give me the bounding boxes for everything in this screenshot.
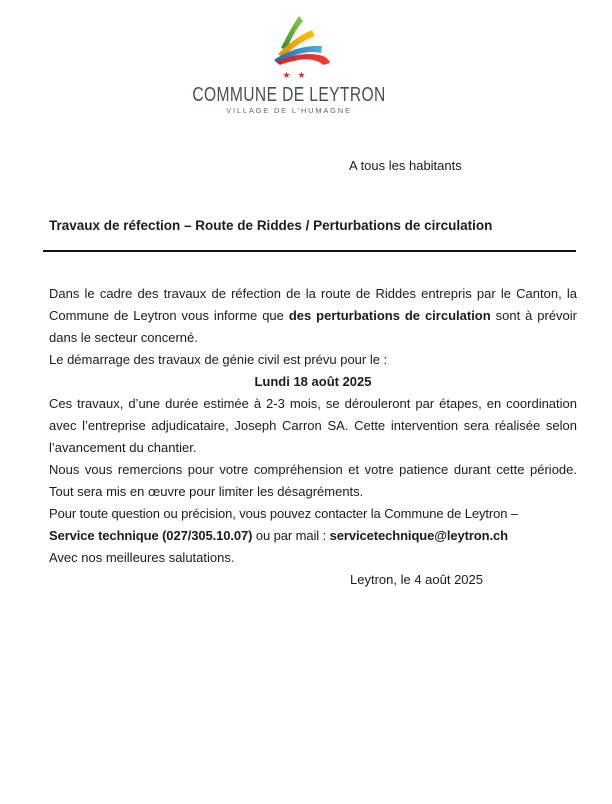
intro-text-bold: des perturbations de circulation (288, 308, 491, 323)
logo-stars-icon: ★ ★ (282, 71, 308, 81)
contact-email: servicetechnique@leytron.ch (329, 528, 508, 543)
closing-line: Avec nos meilleures salutations. (49, 550, 235, 565)
contact-middle: ou par mail : (252, 528, 330, 543)
addressee-line: A tous les habitants (349, 158, 462, 173)
letter-body (49, 283, 577, 591)
intro-text-after: sont à prévoir dans le secteur concerné. (49, 308, 577, 345)
subject-divider (43, 250, 576, 252)
paragraph-intro (49, 283, 577, 349)
start-date-line: Lundi 18 août 2025 (254, 374, 372, 389)
subject-heading: Travaux de réfection – Route de Riddes / Perturbations de circulation (49, 218, 493, 233)
contact-line1: Pour toute question ou précision, vous pouvez contacter la Commune de Leytron – (49, 506, 519, 521)
organization-name: COMMUNE DE LEYTRON (192, 84, 386, 106)
commune-logo (0, 13, 578, 115)
place-date-line: Leytron, le 4 août 2025 (350, 572, 483, 587)
logo-ribbons-icon (12, 13, 590, 70)
paragraph-contact (49, 503, 577, 547)
paragraph-thanks: Nous vous remercions pour votre compréhension et votre patience durant cette période. Tout sera mis en œuvre pour limiter les désagréments. (49, 462, 577, 499)
paragraph-works-details: Ces travaux, d’une durée estimée à 2-3 mois, se dérouleront par étapes, en coordination avec l’entreprise adjudicataire, Joseph Carron SA. Cette intervention sera réalisée selon l’avancement du chantier. (49, 396, 577, 455)
contact-phone: Service technique (027/305.10.07) (49, 528, 253, 543)
intro-text-before: Dans le cadre des travaux de réfection de la route de Riddes entrepris par le Canton, la Commune de Leytron vous informe que (49, 286, 577, 323)
contact-line2 (49, 528, 508, 543)
organization-tagline: VILLAGE DE L’HUMAGNE (226, 106, 352, 115)
paragraph-start-notice: Le démarrage des travaux de génie civil est prévu pour le : (49, 352, 388, 367)
